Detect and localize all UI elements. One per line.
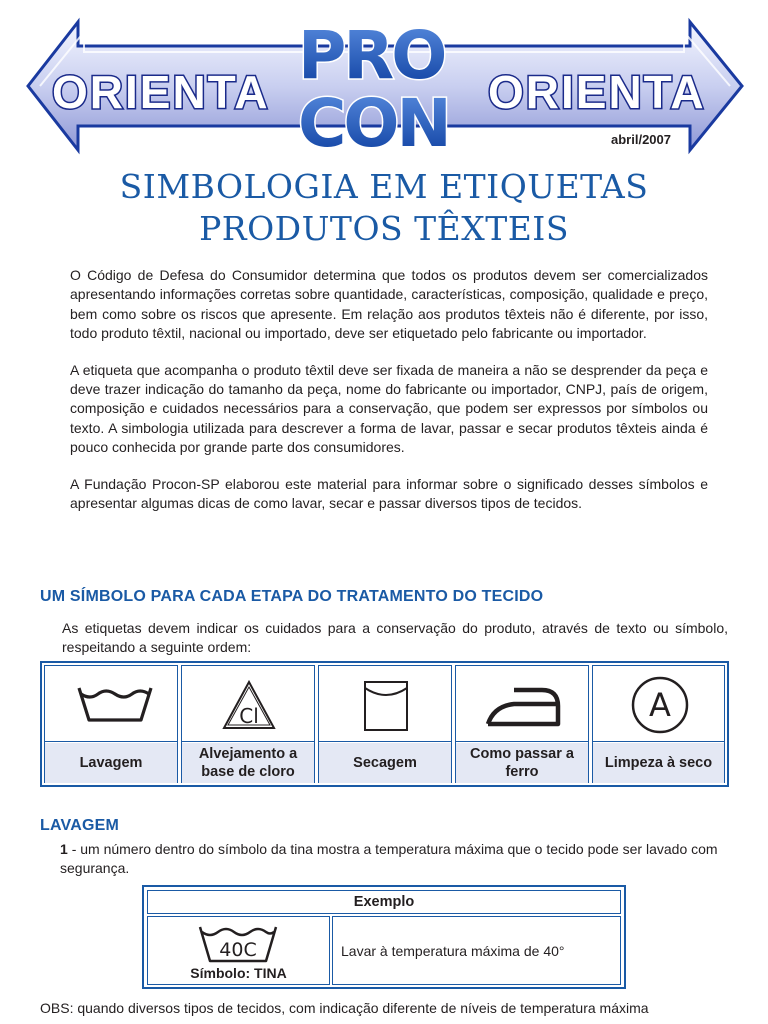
- triangle-cl-text: Cl: [239, 704, 259, 728]
- intro-paragraph-1: O Código de Defesa do Consumidor determina que todos os produtos devem ser comercializados apresentando informações corretas sobre quantidade, características, composição, qualidade e preço, bem como sobre os riscos que apresente. Em relação aos produtos têxteis não é diferente, por isso, todo produto têxtil, nacional ou importado, deve ser etiquetado pelo fabricante ou importador.: [70, 267, 708, 342]
- symbol-label: Secagem: [319, 743, 451, 783]
- washtub-40c-icon: [148, 917, 329, 967]
- symbol-cell-drycleaning: [592, 665, 725, 783]
- example-description: Lavar à temperatura máxima de 40°: [332, 916, 621, 985]
- circle-a-text: A: [649, 686, 671, 724]
- washtub-icon: [45, 666, 179, 742]
- header-left-word: ORIENTA: [52, 66, 270, 118]
- symbol-label: Como passar a ferro: [456, 743, 588, 783]
- symbol-table: [40, 661, 729, 787]
- intro-paragraph-3: A Fundação Procon-SP elaborou este material para informar sobre o significado desses símbolos e apresentar algumas dicas de como lavar, secar e passar diversos tipos de tecidos.: [70, 475, 708, 512]
- square-dryer-icon: [319, 666, 453, 742]
- page-title: [0, 166, 768, 250]
- title-line-2: PRODUTOS TÊXTEIS: [199, 209, 569, 248]
- symbol-label: Limpeza à seco: [593, 743, 724, 783]
- example-symbol-cell: [147, 916, 330, 985]
- symbol-cell-bleach: [181, 665, 315, 783]
- title-line-1: SIMBOLOGIA EM ETIQUETAS: [119, 167, 649, 206]
- example-table: [142, 885, 626, 989]
- intro-paragraph-2: A etiqueta que acompanha o produto têxtil deve ser fixada de maneira a não se desprender da peça e deve trazer indicação do tamanho da peça, nome do fabricante ou importador, CNPJ, país de origem, composição e cuidados necessários para a conservação, que podem ser expressos por símbolos ou texto. A simbologia utilizada para descrever a forma de lavar, passar e secar produtos têxteis ainda é pouco conhecida por grande parte dos consumidores.: [70, 361, 708, 456]
- issue-date: abril/2007: [611, 132, 671, 147]
- symbol-cell-washing: [44, 665, 178, 783]
- obs-note: OBS: quando diversos tipos de tecidos, com indicação diferente de níveis de temperatura máxima: [40, 1000, 649, 1016]
- logo-pro: PRO: [298, 17, 445, 94]
- example-header: Exemplo: [147, 890, 621, 914]
- section-heading-symbols: UM SÍMBOLO PARA CADA ETAPA DO TRATAMENTO DO TECIDO: [40, 588, 544, 605]
- washtub-temperature: 40C: [219, 939, 257, 961]
- iron-icon: [456, 666, 590, 742]
- symbol-caption: Símbolo: TINA: [190, 965, 287, 981]
- section-heading-washing: LAVAGEM: [40, 817, 120, 834]
- symbol-cell-ironing: [455, 665, 589, 783]
- washing-item-1: [60, 840, 728, 878]
- logo-con: CON: [298, 85, 449, 160]
- symbol-cell-drying: [318, 665, 452, 783]
- intro-text: [70, 266, 708, 530]
- section-intro-text: As etiquetas devem indicar os cuidados para a conservação do produto, através de texto ou símbolo, respeitando a seguinte ordem:: [62, 620, 728, 655]
- circle-a-icon: [593, 666, 726, 742]
- item-text: - um número dentro do símbolo da tina mostra a temperatura máxima que o tecido pode ser lavado com segurança.: [60, 841, 718, 876]
- item-number: 1: [60, 841, 68, 857]
- symbol-label: Alvejamento a base de cloro: [182, 743, 314, 783]
- triangle-cl-icon: [182, 666, 316, 742]
- symbol-label: Lavagem: [45, 743, 177, 783]
- header-banner: [0, 0, 768, 160]
- header-right-word: ORIENTA: [488, 66, 706, 118]
